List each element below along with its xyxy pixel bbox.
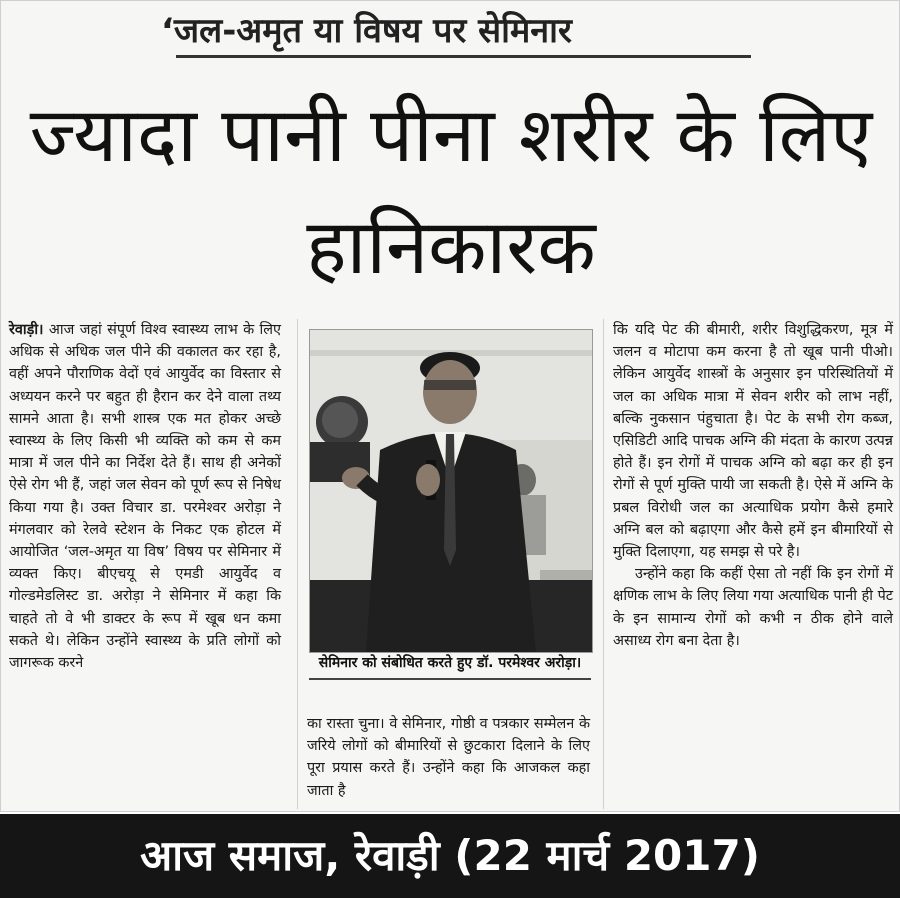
speaker-illustration bbox=[310, 330, 592, 652]
column-divider bbox=[603, 319, 604, 809]
column-middle bbox=[307, 713, 590, 802]
source-footer: आज समाज, रेवाड़ी (22 मार्च 2017) bbox=[0, 814, 900, 898]
kicker-underline bbox=[176, 55, 751, 58]
photo-caption: सेमिनार को संबोधित करते हुए डॉ. परमेश्वर अरोड़ा। bbox=[309, 652, 591, 680]
column-left bbox=[9, 319, 281, 674]
right-column-paragraph-1: कि यदि पेट की बीमारी, शरीर विशुद्धिकरण, मूत्र में जलन व मोटापा कम करना है तो खूब पानी पीओ। लेकिन आयुर्वेद शास्त्रों के अनुसार इन परिस्थितियों में जल का अधिक मात्रा में सेवन शरीर को लाभ नहीं, बल्कि नुकसान पंहुचाता है। पेट के सभी रोग कब्ज, एसिडिटी आदि पाचक अग्नि की मंदता के कारण उत्पन्न होते हैं। इन रोगों में पाचक अग्नि को बढ़ा कर ही इन रोगों से पूर्ण मुक्ति पायी जा सकती है। ऐसे में अग्नि के प्रबल विरोधी जल का अत्याधिक प्रयोग कैसे हमारे अग्नि बल को बढ़ाएगा और कैसे हमें इन बीमारियों से मुक्ति दिलाएगा, यह समझ से परे है। bbox=[613, 322, 893, 561]
dateline: रेवाड़ी। bbox=[9, 322, 44, 338]
article-headline: ज्यादा पानी पीना शरीर के लिए हानिकारक bbox=[29, 90, 873, 291]
column-right bbox=[613, 319, 893, 652]
middle-column-text: का रास्ता चुना। वे सेमिनार, गोष्ठी व पत्रकार सम्मेलन के जरिये लोगों को बीमारियों से छुटकारा दिलाने के लिए पूरा प्रयास करते हैं। उन्होंने कहा कि आजकल कहा जाता है bbox=[307, 716, 590, 799]
article-photo bbox=[309, 329, 593, 653]
column-divider bbox=[297, 319, 298, 809]
left-column-text: आज जहां संपूर्ण विश्व स्वास्थ्य लाभ के लिए अधिक से अधिक जल पीने की वकालत कर रहा है, वहीं अपने पौराणिक वेदों एवं आयुर्वेद का विस्तार से अध्ययन करने पर बहुत ही हैरान कर देने वाला तथ्य सामने आता है। सभी शास्त्र एक मत होकर अच्छे स्वास्थ्य के लिए किसी भी व्यक्ति को कम से कम मात्रा में जल पीने का निर्देश देते हैं। साथ ही अनेकों ऐसे रोग भी हैं, जहां जल सेवन को पूर्ण रूप से निषेध किया गया है। उक्त विचार डा. परमेश्वर अरोड़ा ने मंगलवार को रेलवे स्टेशन के निकट एक होटल में आयोजित ‘जल-अमृत या विष’ विषय पर सेमिनार में व्यक्त किए। बीएचयू से एमडी आयुर्वेद व गोल्डमेडलिस्ट डा. अरोड़ा ने सेमिनार में कहा कि चाहते तो वे भी डाक्टर के रूप में खूब धन कमा सकते थे। लेकिन उन्होंने स्वास्थ्य के प्रति लोगों को जागरूक करने bbox=[9, 322, 281, 672]
article-kicker: ‘जल-अमृत या विषय पर सेमिनार bbox=[161, 11, 572, 51]
left-column-paragraph bbox=[9, 319, 281, 674]
right-column-paragraph-2: उन्होंने कहा कि कहीं ऐसा तो नहीं कि इन रोगों में क्षणिक लाभ के लिए लिया गया अत्याधिक पानी ही पेट के इन सामान्य रोगों को कभी न ठीक होने वाले असाध्य रोग बना देता है। bbox=[613, 566, 893, 649]
